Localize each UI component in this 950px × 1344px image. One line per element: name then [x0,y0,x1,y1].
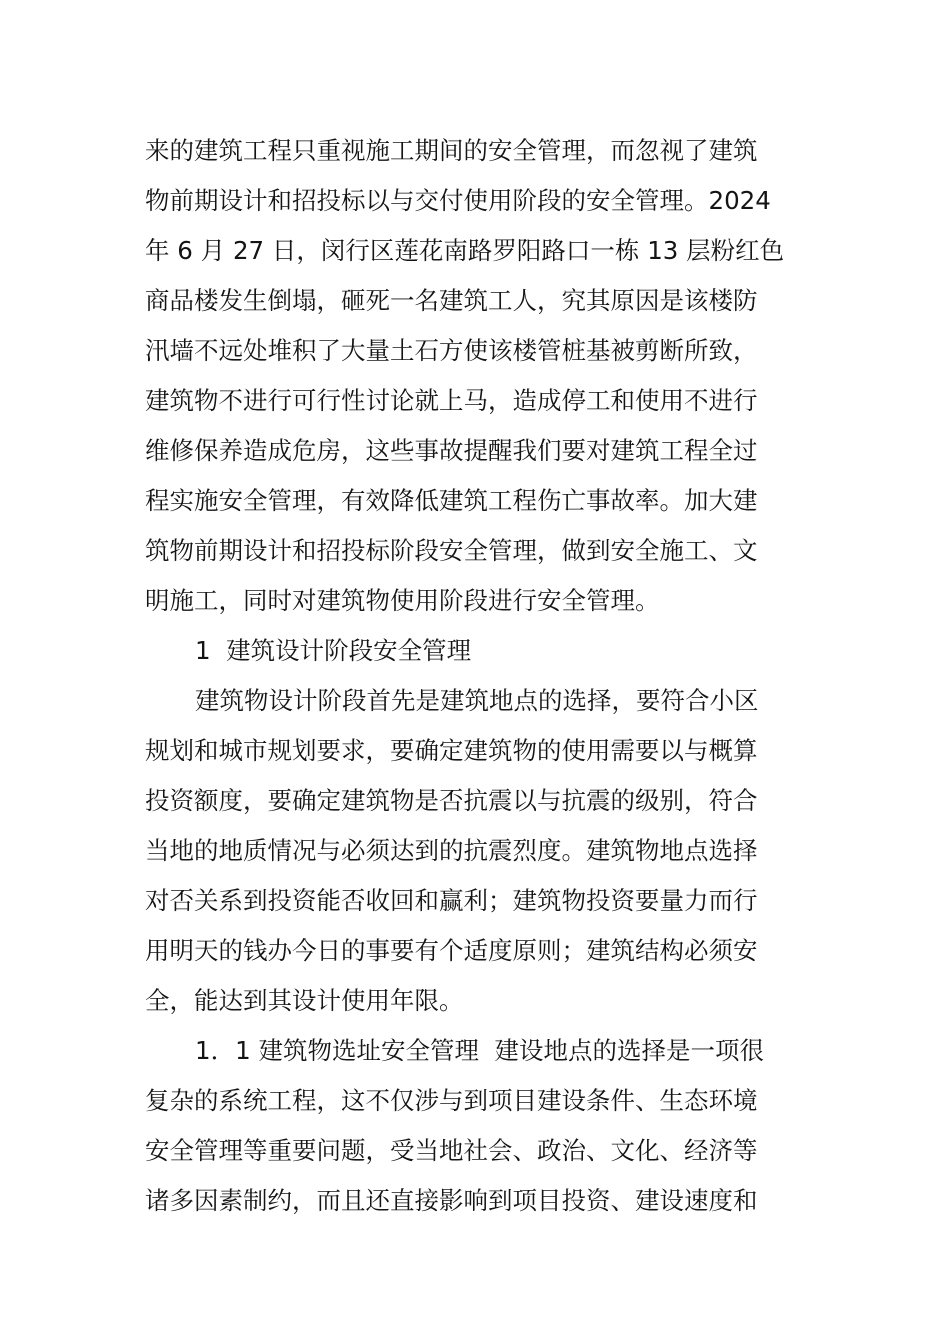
text-line: 程实施安全管理，有效降低建筑工程伤亡事故率。加大建 [145,486,758,515]
text-line: 商品楼发生倒塌，砸死一名建筑工人，究其原因是该楼防 [145,286,758,315]
text-line: 物前期设计和招投标以与交付使用阶段的安全管理。2024 [145,186,771,215]
text-line: 建筑物设计阶段首先是建筑地点的选择，要符合小区 [195,686,759,715]
document-body [145,126,807,1226]
text-line: 明施工，同时对建筑物使用阶段进行安全管理。 [145,586,660,615]
text-line: 年 6 月 27 日，闵行区莲花南路罗阳路口一栋 13 层粉红色 [145,236,785,265]
text-line: 筑物前期设计和招投标阶段安全管理，做到安全施工、文 [145,536,758,565]
text-line: 全，能达到其设计使用年限。 [145,986,464,1015]
text-line: 汛墙不远处堆积了大量土石方使该楼管桩基被剪断所致， [145,336,758,365]
subsection-line: 1．1 建筑物选址安全管理 建设地点的选择是一项很 [195,1036,765,1065]
text-line: 用明天的钱办今日的事要有个适度原则；建筑结构必须安 [145,936,758,965]
text-line: 诸多因素制约，而且还直接影响到项目投资、建设速度和 [145,1186,758,1215]
text-line: 建筑物不进行可行性讨论就上马，造成停工和使用不进行 [145,386,758,415]
text-line: 规划和城市规划要求，要确定建筑物的使用需要以与概算 [145,736,758,765]
text-line: 维修保养造成危房，这些事故提醒我们要对建筑工程全过 [145,436,758,465]
text-line: 安全管理等重要问题，受当地社会、政治、文化、经济等 [145,1136,758,1165]
section-heading: 1 建筑设计阶段安全管理 [195,636,472,665]
text-line: 对否关系到投资能否收回和赢利；建筑物投资要量力而行 [145,886,758,915]
text-line: 来的建筑工程只重视施工期间的安全管理，而忽视了建筑 [145,136,758,165]
text-line: 当地的地质情况与必须达到的抗震烈度。建筑物地点选择 [145,836,758,865]
text-line: 复杂的系统工程，这不仅涉与到项目建设条件、生态环境 [145,1086,758,1115]
text-line: 投资额度，要确定建筑物是否抗震以与抗震的级别，符合 [145,786,758,815]
